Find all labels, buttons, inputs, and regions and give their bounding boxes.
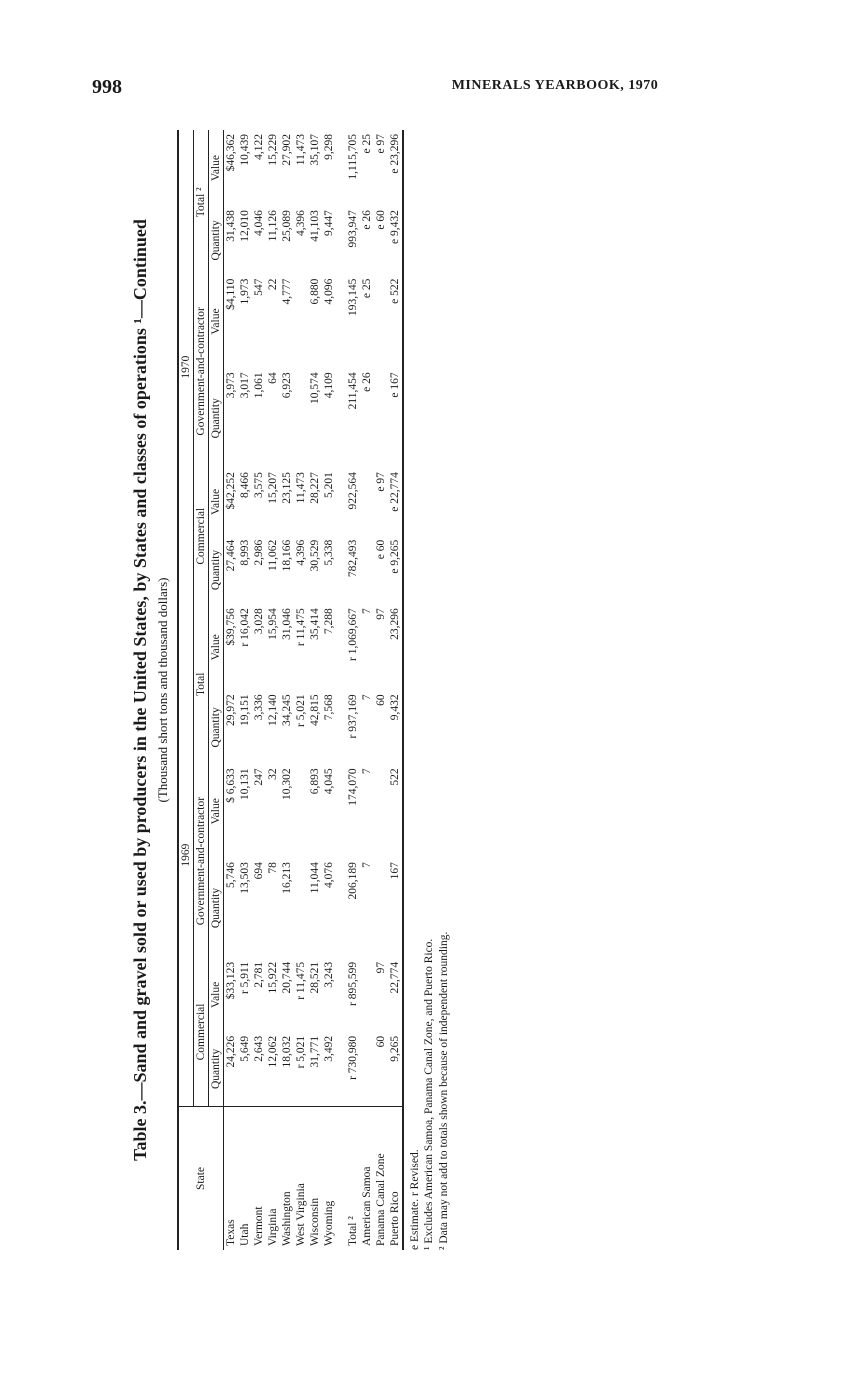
value-cell: r 11,475: [295, 608, 307, 647]
value-cell: 4,096: [323, 278, 335, 305]
value-cell: 42,815: [309, 694, 321, 727]
value-cell: 1,115,705: [347, 134, 359, 180]
value-cell: 10,439: [239, 134, 251, 166]
value-cell: [360, 536, 374, 604]
table-row: [224, 130, 239, 1250]
value-cell: e 522: [388, 275, 403, 369]
rotated-table-block: [130, 130, 460, 1250]
table-row: [322, 130, 336, 1250]
data-table: [177, 130, 404, 1250]
table-row: [346, 130, 360, 1250]
value-cell: e 23,296: [388, 130, 403, 206]
value-cell: [294, 764, 308, 858]
footnotes: [408, 130, 451, 1250]
state-name-cell: Wyoming: [322, 1106, 336, 1250]
value-cell: 2,986: [253, 539, 265, 566]
value-cell: 4,046: [253, 210, 265, 236]
value-cell: [360, 468, 374, 536]
state-name-cell: Total ²: [346, 1106, 360, 1250]
value-cell: 547: [253, 278, 265, 296]
value-cell: e 60: [375, 539, 387, 560]
header-quantity: Quantity: [209, 1032, 224, 1107]
value-cell: 4,109: [323, 372, 335, 399]
value-cell: 4,076: [323, 862, 335, 889]
value-cell: e 60: [375, 210, 387, 230]
value-cell: 5,201: [323, 472, 335, 499]
value-cell: r 895,599: [347, 961, 359, 1006]
state-name-cell: Vermont: [252, 1106, 266, 1250]
table-row: [252, 130, 266, 1250]
value-cell: 41,103: [309, 210, 321, 242]
value-cell: 15,207: [267, 472, 279, 504]
value-cell: 782,493: [347, 539, 359, 578]
value-cell: 3,575: [253, 472, 265, 499]
header-year-1970: 1970: [178, 130, 194, 604]
value-cell: 22,774: [388, 958, 403, 1032]
value-cell: 16,213: [281, 862, 293, 894]
value-cell: 4,396: [295, 210, 307, 236]
value-cell: 31,046: [281, 608, 293, 640]
running-head: MINERALS YEARBOOK, 1970: [451, 78, 659, 93]
value-cell: 27,902: [281, 134, 293, 166]
value-cell: 15,922: [267, 961, 279, 994]
value-cell: 97: [375, 961, 387, 974]
value-cell: 19,151: [239, 694, 251, 727]
table-row: [294, 130, 308, 1250]
value-cell: [294, 858, 308, 958]
page-number: 998: [92, 76, 122, 98]
footnote-1: ¹ Excludes American Samoa, Panama Canal Zone, and Puerto Rico.: [423, 938, 436, 1250]
value-cell: $42,252: [225, 472, 237, 510]
value-cell: 9,447: [323, 210, 335, 236]
value-cell: e 22,774: [388, 468, 403, 536]
value-cell: 1,973: [239, 278, 251, 305]
value-cell: 20,744: [281, 961, 293, 994]
value-cell: 22: [267, 278, 279, 291]
value-cell: 35,107: [309, 134, 321, 166]
value-cell: 60: [375, 694, 387, 706]
value-cell: 12,062: [267, 1035, 279, 1068]
value-cell: e 97: [375, 472, 387, 492]
header-total-1970: Total ²: [194, 130, 209, 275]
table-body: [224, 130, 404, 1250]
value-cell: 29,972: [225, 694, 237, 727]
value-cell: 18,166: [281, 539, 293, 572]
value-cell: 7: [361, 694, 373, 701]
state-name-cell: Puerto Rico: [388, 1106, 403, 1250]
value-cell: [294, 368, 308, 468]
value-cell: r 1,069,667: [347, 608, 359, 661]
table-row: [280, 130, 294, 1250]
value-cell: 12,010: [239, 210, 251, 242]
state-name-cell: American Samoa: [360, 1106, 374, 1250]
value-cell: r 5,021: [295, 1035, 307, 1069]
value-cell: e 25: [361, 278, 373, 299]
value-cell: 7: [361, 862, 373, 868]
value-cell: 23,296: [388, 604, 403, 690]
value-cell: 193,145: [347, 278, 359, 316]
header-value: Value: [209, 958, 224, 1032]
value-cell: [374, 275, 388, 369]
value-cell: 7: [361, 608, 373, 614]
value-cell: 15,954: [267, 608, 279, 640]
table-row: [266, 130, 280, 1250]
header-quantity: Quantity: [209, 206, 224, 274]
header-value: Value: [209, 604, 224, 690]
table-header: [178, 130, 224, 1250]
header-quantity: Quantity: [209, 858, 224, 958]
value-cell: 4,122: [253, 134, 265, 160]
value-cell: $33,123: [225, 961, 237, 1000]
value-cell: 3,017: [239, 372, 251, 399]
value-cell: 3,028: [253, 608, 265, 635]
value-cell: 7,288: [323, 608, 335, 635]
value-cell: 18,032: [281, 1035, 293, 1068]
value-cell: 35,414: [309, 608, 321, 640]
value-cell: 5,649: [239, 1035, 251, 1062]
value-cell: e 167: [388, 368, 403, 468]
value-cell: 97: [375, 608, 387, 620]
value-cell: 6,880: [309, 278, 321, 305]
value-cell: [374, 858, 388, 958]
value-cell: 4,777: [281, 278, 293, 305]
value-cell: 27,464: [225, 539, 237, 572]
value-cell: 522: [388, 764, 403, 858]
table-row: [374, 130, 388, 1250]
header-value: Value: [209, 468, 224, 536]
value-cell: 993,947: [347, 210, 359, 248]
header-state: State: [178, 1106, 224, 1250]
value-cell: 6,893: [309, 768, 321, 795]
value-cell: 31,438: [225, 210, 237, 242]
value-cell: 6,923: [281, 372, 293, 399]
value-cell: 9,298: [323, 134, 335, 160]
header-value: Value: [209, 764, 224, 858]
value-cell: 23,125: [281, 472, 293, 504]
state-name-cell: West Virginia: [294, 1106, 308, 1250]
value-cell: 60: [375, 1035, 387, 1048]
value-cell: 174,070: [347, 768, 359, 806]
value-cell: 211,454: [347, 372, 359, 410]
value-cell: 8,466: [239, 472, 251, 499]
value-cell: e 97: [375, 134, 387, 154]
table-row: [238, 130, 252, 1250]
value-cell: $46,362: [225, 134, 237, 172]
header-value: Value: [209, 130, 224, 206]
value-cell: 922,564: [347, 472, 359, 510]
table-row: [388, 130, 403, 1250]
value-cell: 3,243: [323, 961, 335, 988]
value-cell: 5,746: [225, 862, 237, 889]
value-cell: r 5,911: [239, 961, 251, 995]
value-cell: 10,302: [281, 768, 293, 800]
value-cell: $ 6,633: [225, 768, 237, 803]
value-cell: 167: [388, 858, 403, 958]
header-government-1969: Government-and-contractor: [194, 764, 209, 958]
state-name-cell: Utah: [238, 1106, 252, 1250]
value-cell: e 26: [361, 210, 373, 230]
value-cell: 2,781: [253, 961, 265, 988]
header-government-1970: Government-and-contractor: [194, 275, 209, 469]
value-cell: 1,061: [253, 372, 265, 399]
header-commercial-1970: Commercial: [194, 468, 209, 604]
value-cell: 7,568: [323, 694, 335, 721]
value-cell: 11,062: [267, 539, 279, 571]
value-cell: 4,045: [323, 768, 335, 795]
state-name-cell: Virginia: [266, 1106, 280, 1250]
value-cell: [374, 368, 388, 468]
value-cell: 3,973: [225, 372, 237, 399]
header-quantity: Quantity: [209, 368, 224, 468]
value-cell: r 730,980: [347, 1035, 359, 1080]
value-cell: 694: [253, 862, 265, 880]
value-cell: e 25: [361, 134, 373, 154]
value-cell: 78: [267, 862, 279, 874]
value-cell: $39,756: [225, 608, 237, 646]
value-cell: [360, 958, 374, 1032]
value-cell: 206,189: [347, 862, 359, 900]
value-cell: 31,771: [309, 1035, 321, 1068]
header-quantity: Quantity: [209, 690, 224, 764]
value-cell: 11,126: [267, 210, 279, 242]
value-cell: 3,492: [323, 1035, 335, 1062]
value-cell: [294, 275, 308, 369]
value-cell: 15,229: [267, 134, 279, 166]
row-spacer: [336, 130, 346, 1250]
value-cell: 10,131: [239, 768, 251, 800]
value-cell: 11,473: [295, 472, 307, 504]
value-cell: 28,521: [309, 961, 321, 994]
header-total-1969: Total: [194, 604, 209, 764]
value-cell: 247: [253, 768, 265, 786]
state-name-cell: Texas: [224, 1106, 239, 1250]
value-cell: e 9,265: [388, 536, 403, 604]
header-quantity: Quantity: [209, 536, 224, 604]
value-cell: 64: [267, 372, 279, 384]
value-cell: 34,245: [281, 694, 293, 727]
state-name-cell: Panama Canal Zone: [374, 1106, 388, 1250]
value-cell: [374, 764, 388, 858]
value-cell: 30,529: [309, 539, 321, 572]
value-cell: 32: [267, 768, 279, 780]
table-title: Table 3.—Sand and gravel sold or used by producers in the United States, by States and classes of operations ¹—Continued: [130, 219, 150, 1161]
value-cell: 3,336: [253, 694, 265, 721]
value-cell: 8,993: [239, 539, 251, 566]
table-subtitle: (Thousand short tons and thousand dollars): [155, 577, 170, 803]
value-cell: 7: [361, 768, 373, 775]
value-cell: 12,140: [267, 694, 279, 727]
value-cell: 28,227: [309, 472, 321, 504]
value-cell: e 9,432: [388, 206, 403, 274]
value-cell: 4,396: [295, 539, 307, 566]
value-cell: 10,574: [309, 372, 321, 405]
footnote-2: ² Data may not add to totals shown because of independent rounding.: [437, 931, 450, 1250]
value-cell: r 5,021: [295, 694, 307, 727]
table-row: [360, 130, 374, 1250]
value-cell: 11,044: [309, 862, 321, 894]
value-cell: 9,265: [388, 1032, 403, 1107]
value-cell: 2,643: [253, 1035, 265, 1062]
value-cell: 9,432: [388, 690, 403, 764]
value-cell: 5,338: [323, 539, 335, 566]
table-row: [308, 130, 322, 1250]
header-year-1969: 1969: [178, 604, 194, 1106]
state-name-cell: Washington: [280, 1106, 294, 1250]
state-name-cell: Wisconsin: [308, 1106, 322, 1250]
value-cell: 24,226: [225, 1035, 237, 1068]
footnote-estimate: e Estimate. r Revised.: [409, 1149, 421, 1250]
value-cell: r 16,042: [239, 608, 251, 647]
header-commercial-1969: Commercial: [194, 958, 209, 1107]
header-value: Value: [209, 275, 224, 369]
value-cell: r 11,475: [295, 961, 307, 1000]
value-cell: $4,110: [225, 278, 237, 310]
value-cell: r 937,169: [347, 694, 359, 739]
value-cell: 11,473: [295, 134, 307, 166]
value-cell: 25,089: [281, 210, 293, 242]
value-cell: [360, 1032, 374, 1107]
value-cell: 13,503: [239, 862, 251, 894]
value-cell: e 26: [361, 372, 373, 392]
